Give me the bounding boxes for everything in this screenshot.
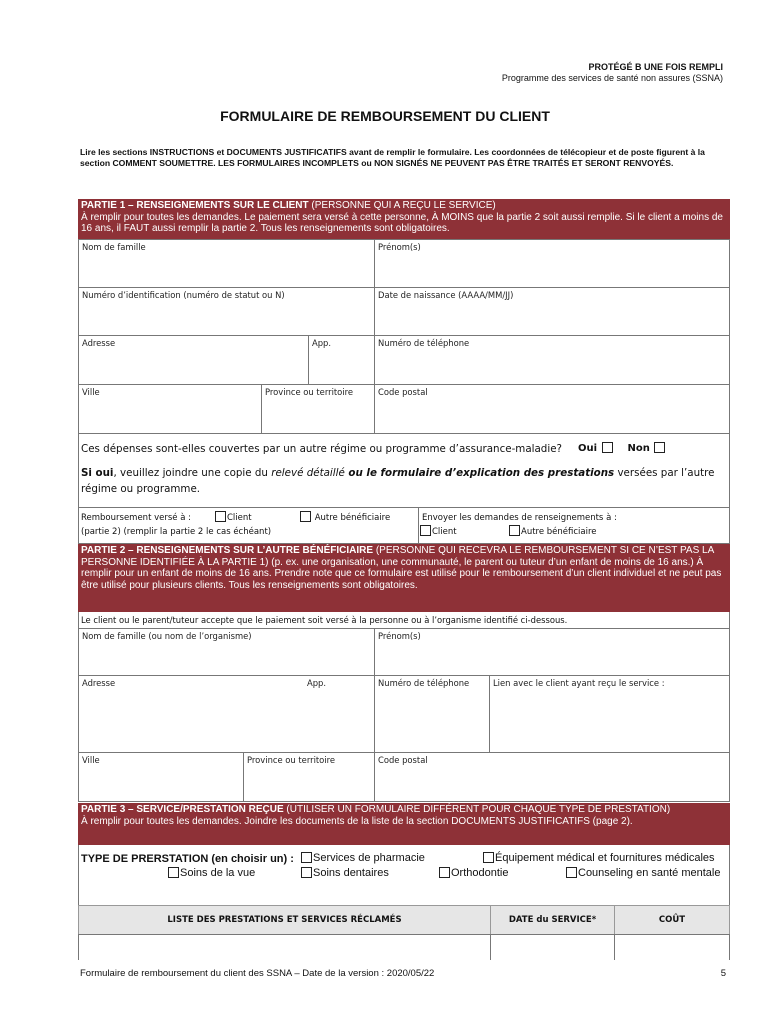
table-cell-cost[interactable] bbox=[614, 934, 730, 960]
other-address-field[interactable] bbox=[78, 675, 375, 753]
client-last-name-label: Nom de famille bbox=[82, 242, 146, 252]
protected-label: PROTÉGÉ B UNE FOIS REMPLI bbox=[588, 62, 723, 72]
insurance-question: Ces dépenses sont-elles couvertes par un autre régime ou programme d’assurance-maladie? bbox=[81, 443, 562, 455]
client-address-label: Adresse bbox=[82, 338, 116, 348]
client-last-name-field[interactable] bbox=[78, 239, 375, 288]
type-dental-option bbox=[300, 867, 389, 879]
part1-desc: À remplir pour toutes les demandes. Le paiement sera versé à cette personne, À MOINS que la partie 2 soit aussi remplie. Si le client a moins de 16 ans, il FAUT aussi remplir la partie 2. Tous les renseignements sont obligatoires. bbox=[81, 211, 723, 234]
reimb-other-label: Autre bénéficiaire bbox=[314, 513, 391, 523]
part2-header bbox=[78, 544, 730, 612]
send-client-checkbox[interactable] bbox=[420, 525, 431, 536]
table-header-list: LISTE DES PRESTATIONS ET SERVICES RÉCLAMÉS bbox=[78, 905, 491, 935]
reimb-client-option bbox=[214, 511, 252, 523]
if-yes-text-2: versées par l’autre régime ou programme. bbox=[81, 467, 715, 495]
type-vision-label: Soins de la vue bbox=[180, 867, 256, 879]
other-apt-label: App. bbox=[307, 678, 327, 688]
other-first-name-label: Prénom(s) bbox=[378, 631, 421, 641]
part1-header bbox=[78, 199, 730, 239]
other-phone-label: Numéro de téléphone bbox=[378, 678, 470, 688]
type-pharmacy-option bbox=[300, 852, 425, 864]
if-yes-bolditalic: ou le formulaire d’explication des prestations bbox=[344, 467, 615, 479]
send-client-option bbox=[419, 525, 457, 537]
part2-title: PARTIE 2 – RENSEIGNEMENTS SUR L’AUTRE BÉNÉFICIAIRE bbox=[81, 545, 374, 556]
part3-title: PARTIE 3 – SERVICE/PRESTATION REÇUE bbox=[81, 804, 284, 815]
send-other-option bbox=[508, 525, 597, 537]
type-equipment-checkbox[interactable] bbox=[483, 852, 494, 863]
client-id-field[interactable] bbox=[78, 287, 375, 336]
type-counseling-option bbox=[565, 867, 720, 879]
page-number: 5 bbox=[720, 968, 726, 979]
type-counseling-label: Counseling en santé mentale bbox=[578, 867, 721, 879]
part2-desc: (p. ex. une organisation, une communauté, le parent ou tuteur d’un enfant de moins de 16 ans.) À remplir pour un enfant de moins de 16 ans. Prendre note que ce formulaire est utilisé pour le remboursement d’un client individuel et ne peut pas être utilisé pour plusieurs clients. Tous les renseignements sont obligatoires. bbox=[81, 556, 722, 591]
send-other-checkbox[interactable] bbox=[509, 525, 520, 536]
client-phone-field[interactable] bbox=[374, 335, 730, 385]
send-other-label: Autre bénéficiaire bbox=[521, 527, 597, 537]
other-address-label: Adresse bbox=[82, 678, 116, 688]
other-relation-label: Lien avec le client ayant reçu le service : bbox=[493, 678, 665, 688]
yes-label: Oui bbox=[578, 443, 598, 454]
client-apt-label: App. bbox=[312, 338, 332, 348]
client-postal-field[interactable] bbox=[374, 384, 730, 434]
no-checkbox[interactable] bbox=[654, 442, 665, 453]
client-birthdate-label: Date de naissance (AAAA/MM/JJ) bbox=[378, 290, 514, 300]
other-province-field[interactable] bbox=[243, 752, 375, 802]
program-name: Programme des services de santé non assures (SSNA) bbox=[501, 73, 723, 83]
type-dental-checkbox[interactable] bbox=[301, 867, 312, 878]
no-label: Non bbox=[627, 443, 650, 454]
other-relation-field[interactable] bbox=[489, 675, 730, 753]
type-ortho-checkbox[interactable] bbox=[439, 867, 450, 878]
intro-text: Lire les sections INSTRUCTIONS et DOCUMENTS JUSTIFICATIFS avant de remplir le formulaire. Les coordonnées de télécopieur et de poste figurent à la section COMMENT SOUMETTRE. LES FORMULAIRES INCOMPLETS ou NON SIGNÉS NE PEUVENT PAS ÊTRE TRAITÉS ET SERONT RENVOYÉS. bbox=[80, 147, 705, 168]
table-header-cost: COÛT bbox=[614, 905, 730, 935]
client-city-field[interactable] bbox=[78, 384, 262, 434]
client-postal-label: Code postal bbox=[378, 387, 428, 397]
other-last-name-label: Nom de famille (ou nom de l’organisme) bbox=[82, 631, 252, 641]
if-yes-text-1: , veuillez joindre une copie du bbox=[113, 467, 272, 479]
client-province-field[interactable] bbox=[261, 384, 375, 434]
type-equipment-option bbox=[482, 852, 715, 864]
client-first-name-field[interactable] bbox=[374, 239, 730, 288]
if-yes-italic: relevé détaillé bbox=[271, 467, 345, 479]
client-city-label: Ville bbox=[82, 387, 100, 397]
part1-title: PARTIE 1 – RENSEIGNEMENTS SUR LE CLIENT bbox=[81, 200, 309, 211]
reimb-other-checkbox[interactable] bbox=[300, 511, 311, 522]
footer-text: Formulaire de remboursement du client des SSNA – Date de la version : 2020/05/22 bbox=[80, 968, 435, 979]
other-city-field[interactable] bbox=[78, 752, 244, 802]
other-city-label: Ville bbox=[82, 755, 100, 765]
part3-header bbox=[78, 803, 730, 845]
yes-checkbox[interactable] bbox=[602, 442, 613, 453]
table-cell-list[interactable] bbox=[78, 934, 491, 960]
insurance-yes-option bbox=[578, 442, 666, 454]
if-yes-bold: Si oui bbox=[81, 467, 114, 479]
reimb-other-option bbox=[299, 511, 390, 523]
client-id-label: Numéro d’identification (numéro de statut ou N) bbox=[82, 290, 285, 300]
benefit-type-label: TYPE DE PRERSTATION (en choisir un) : bbox=[81, 853, 294, 865]
other-first-name-field[interactable] bbox=[374, 628, 730, 676]
other-postal-field[interactable] bbox=[374, 752, 730, 802]
type-dental-label: Soins dentaires bbox=[313, 867, 389, 879]
reimb-client-label: Client bbox=[227, 513, 252, 523]
other-phone-field[interactable] bbox=[374, 675, 490, 753]
reimbursement-sub: (partie 2) (remplir la partie 2 le cas échéant) bbox=[81, 527, 272, 537]
send-label: Envoyer les demandes de renseignements à : bbox=[422, 513, 617, 523]
type-pharmacy-checkbox[interactable] bbox=[301, 852, 312, 863]
other-postal-label: Code postal bbox=[378, 755, 428, 765]
type-equipment-label: Équipement médical et fournitures médicales bbox=[495, 852, 715, 864]
part2-subtitle: (PERSONNE QUI RECEVRA LE REMBOURSEMENT SI CE N’EST PAS LA PERSONNE IDENTIFIÉE À LA PARTIE 1) bbox=[81, 545, 714, 568]
client-apt-field[interactable] bbox=[308, 335, 375, 385]
other-province-label: Province ou territoire bbox=[247, 755, 336, 765]
part3-desc: À remplir pour toutes les demandes. Joindre les documents de la liste de la section DOCUMENTS JUSTIFICATIFS (page 2). bbox=[81, 815, 633, 827]
table-header-date: DATE du SERVICE* bbox=[490, 905, 615, 935]
type-ortho-option bbox=[438, 867, 508, 879]
if-yes-instructions bbox=[81, 465, 726, 497]
type-vision-checkbox[interactable] bbox=[168, 867, 179, 878]
client-address-field[interactable] bbox=[78, 335, 309, 385]
reimb-client-checkbox[interactable] bbox=[215, 511, 226, 522]
part1-subtitle: (PERSONNE QUI A REÇU LE SERVICE) bbox=[308, 200, 496, 211]
client-phone-label: Numéro de téléphone bbox=[378, 338, 470, 348]
type-ortho-label: Orthodontie bbox=[451, 867, 509, 879]
type-vision-option bbox=[167, 867, 255, 879]
consent-text: Le client ou le parent/tuteur accepte que le paiement soit versé à la personne ou à l’organisme identifié ci-dessous. bbox=[81, 615, 568, 625]
form-title: FORMULAIRE DE REMBOURSEMENT DU CLIENT bbox=[220, 108, 550, 124]
other-last-name-field[interactable] bbox=[78, 628, 375, 676]
table-cell-date[interactable] bbox=[490, 934, 615, 960]
client-province-label: Province ou territoire bbox=[265, 387, 354, 397]
type-pharmacy-label: Services de pharmacie bbox=[313, 852, 425, 864]
type-counseling-checkbox[interactable] bbox=[566, 867, 577, 878]
part3-subtitle: (UTILISER UN FORMULAIRE DIFFÉRENT POUR CHAQUE TYPE DE PRESTATION) bbox=[283, 804, 671, 815]
client-birthdate-field[interactable] bbox=[374, 287, 730, 336]
reimbursement-label: Remboursement versé à : bbox=[81, 513, 191, 523]
client-first-name-label: Prénom(s) bbox=[378, 242, 421, 252]
send-client-label: Client bbox=[432, 527, 457, 537]
